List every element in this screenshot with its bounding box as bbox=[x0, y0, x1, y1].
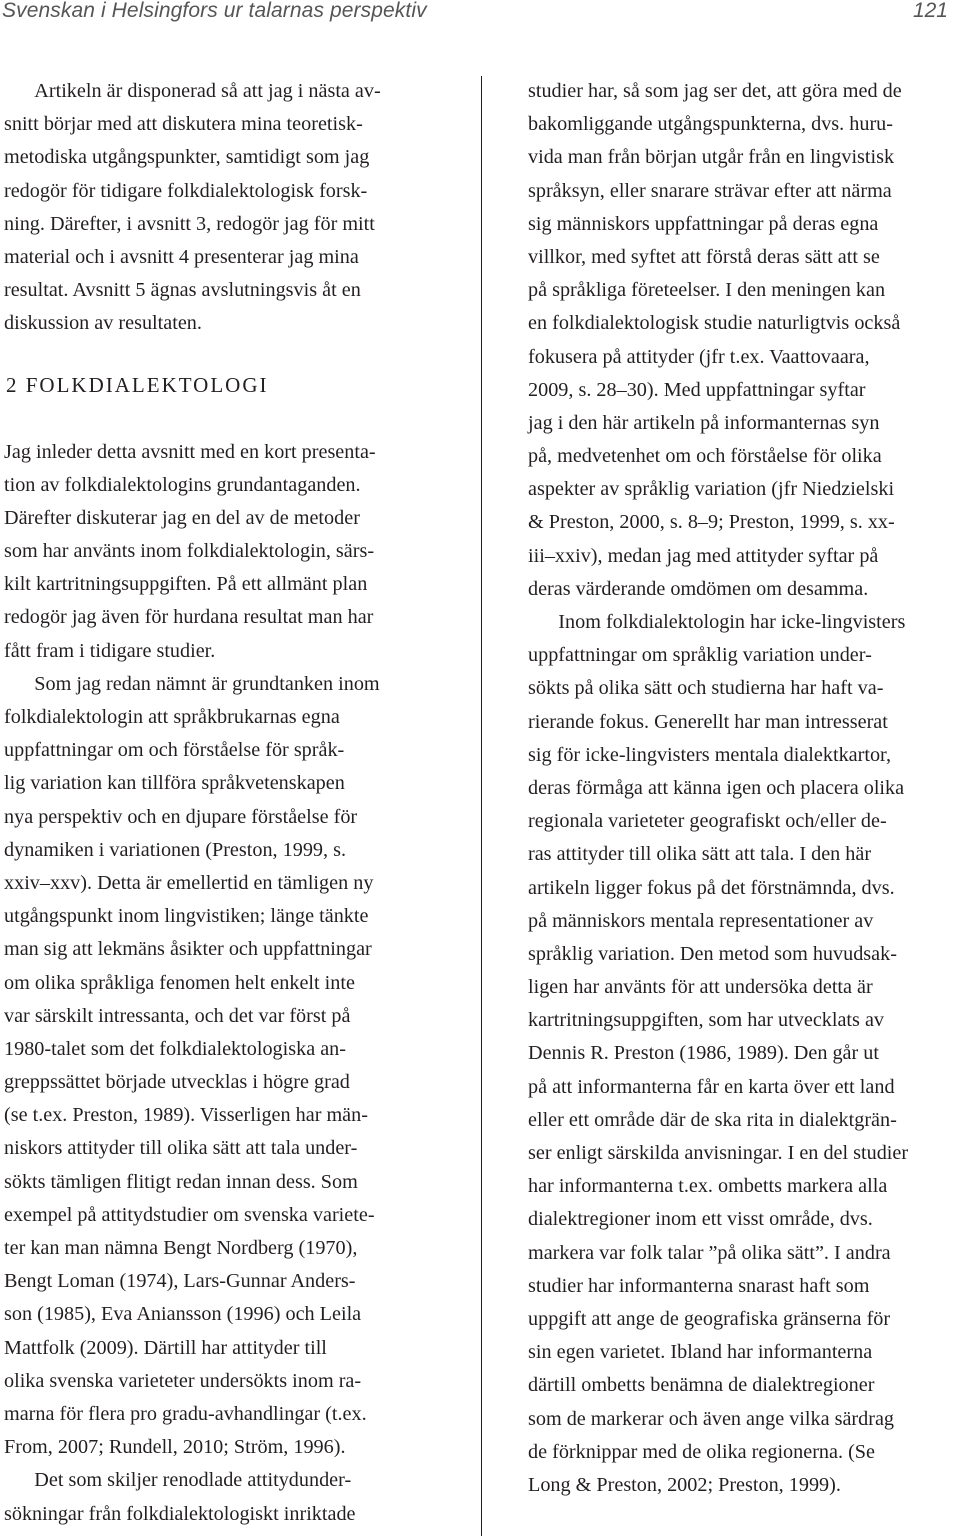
text-line: studier har informanterna snarast haft som bbox=[528, 1274, 870, 1297]
text-line: Bengt Loman (1974), Lars-Gunnar Anders- bbox=[4, 1270, 356, 1293]
text-line: markera var folk talar ”på olika sätt”. I andra bbox=[528, 1241, 891, 1264]
text-line: greppssättet började utvecklas i högre grad bbox=[4, 1071, 350, 1094]
text-line: uppfattningar om språklig variation under- bbox=[528, 644, 872, 667]
text-line: From, 2007; Rundell, 2010; Ström, 1996). bbox=[4, 1436, 346, 1459]
text-line: xxiv–xxv). Detta är emellertid en tämligen ny bbox=[4, 871, 374, 894]
text-line: dynamiken i variationen (Preston, 1999, s. bbox=[4, 838, 347, 861]
text-line: iii–xxiv), medan jag med attityder syftar på bbox=[528, 544, 879, 567]
text-line: niskors attityder till olika sätt att tala under- bbox=[4, 1137, 358, 1160]
text-line: eller ett område där de ska rita in dialektgrän- bbox=[528, 1108, 897, 1131]
text-line: som har använts inom folkdialektologin, särs- bbox=[4, 540, 375, 563]
text-line: kartritningsuppgiften, som har utvecklats av bbox=[528, 1009, 885, 1032]
text-line: ser enligt särskilda anvisningar. I en del studier bbox=[528, 1142, 909, 1164]
text-line: metodiska utgångspunkter, samtidigt som jag bbox=[4, 146, 370, 169]
right-body bbox=[528, 75, 956, 1502]
text-line: resultat. Avsnitt 5 ägnas avslutningsvis åt en bbox=[4, 279, 361, 302]
text-line: fått fram i tidigare studier. bbox=[4, 639, 216, 662]
text-line: fokusera på attityder (jfr t.ex. Vaattovaara, bbox=[528, 345, 870, 368]
text-line: kilt kartritningsuppgiften. På ett allmänt plan bbox=[4, 573, 368, 596]
text-line: uppgift att ange de geografiska gränserna för bbox=[528, 1307, 891, 1330]
text-line: Därefter diskuterar jag en del av de metoder bbox=[4, 506, 360, 529]
text-line: son (1985), Eva Aniansson (1996) och Leila bbox=[4, 1303, 362, 1326]
text-line: marna för flera pro gradu-avhandlingar (t.ex. bbox=[4, 1402, 367, 1425]
text-line: ning. Därefter, i avsnitt 3, redogör jag för mitt bbox=[4, 212, 375, 235]
text-line: bakomliggande utgångspunkterna, dvs. huru- bbox=[528, 113, 893, 136]
text-line: material och i avsnitt 4 presenterar jag mina bbox=[4, 245, 359, 268]
text-line: Mattfolk (2009). Därtill har attityder till bbox=[4, 1336, 327, 1359]
text-line: redogör för tidigare folkdialektologisk forsk- bbox=[4, 179, 368, 202]
text-line: sökts tämligen flitigt redan innan dess. Som bbox=[4, 1170, 358, 1193]
text-line: Som jag redan nämnt är grundtanken inom bbox=[4, 672, 380, 695]
text-line: redogör jag även för hurdana resultat man har bbox=[4, 606, 374, 629]
text-line: sökts på olika sätt och studierna har haft va- bbox=[528, 677, 884, 700]
text-line: lig variation kan tillföra språkvetenskapen bbox=[4, 772, 345, 795]
text-line: regionala varieteter geografiskt och/eller de- bbox=[528, 810, 887, 833]
intro-paragraph bbox=[4, 75, 436, 341]
text-line: som de markerar och även ange vilka särdrag bbox=[528, 1407, 895, 1430]
left-column bbox=[4, 75, 436, 1531]
text-line: diskussion av resultaten. bbox=[4, 312, 202, 335]
text-line: folkdialektologin att språkbrukarnas egna bbox=[4, 706, 340, 728]
text-line: ter kan man nämna Bengt Nordberg (1970), bbox=[4, 1237, 358, 1259]
text-line: exempel på attitydstudier om svenska variete- bbox=[4, 1203, 375, 1226]
text-line: jag i den här artikeln på informanternas syn bbox=[528, 411, 880, 434]
text-line: uppfattningar om och förståelse för språk- bbox=[4, 739, 345, 762]
text-line: vida man från början utgår från en lingvistisk bbox=[528, 146, 895, 169]
text-line: sökningar från folkdialektologiskt inriktade bbox=[4, 1502, 356, 1525]
text-line: ligen har använts för att undersöka detta är bbox=[528, 976, 873, 999]
column-divider bbox=[481, 76, 482, 1536]
section-body bbox=[4, 436, 436, 1531]
text-line: på, medvetenhet om och förståelse för olika bbox=[528, 445, 882, 468]
heading-spacer bbox=[4, 341, 436, 369]
text-line: aspekter av språklig variation (jfr Niedzielski bbox=[528, 478, 895, 501]
text-line: var särskilt intressanta, och det var först på bbox=[4, 1004, 351, 1027]
text-line: de förknippar med de olika regionerna. (Se bbox=[528, 1440, 875, 1463]
text-line: Dennis R. Preston (1986, 1989). Den går ut bbox=[528, 1042, 879, 1065]
text-line: studier har, så som jag ser det, att göra med de bbox=[528, 80, 902, 102]
text-line: ras attityder till olika sätt att tala. I den här bbox=[528, 843, 872, 866]
text-line: sin egen varietet. Ibland har informanterna bbox=[528, 1341, 873, 1364]
text-line: utgångspunkt inom lingvistiken; länge tänkte bbox=[4, 905, 369, 928]
text-line: snitt börjar med att diskutera mina teoretisk- bbox=[4, 113, 363, 136]
text-line: tion av folkdialektologins grundantaganden. bbox=[4, 473, 361, 496]
text-line: på att informanterna får en karta över ett land bbox=[528, 1075, 895, 1098]
text-line: Jag inleder detta avsnitt med en kort presenta- bbox=[4, 440, 376, 463]
text-line: deras värderande omdömen om desamma. bbox=[528, 577, 869, 600]
text-line: därtill ombetts benämna de dialektregioner bbox=[528, 1374, 875, 1397]
text-line: sig människors uppfattningar på deras egna bbox=[528, 212, 879, 235]
text-line: 1980-talet som det folkdialektologiska an- bbox=[4, 1037, 346, 1060]
text-line: sig för icke-lingvisters mentala dialektkartor, bbox=[528, 743, 892, 766]
section-heading: 2 FOLKDIALEKTOLOGI bbox=[6, 372, 269, 397]
text-line: har informanterna t.ex. ombetts markera alla bbox=[528, 1175, 888, 1198]
text-line: 2009, s. 28–30). Med uppfattningar syftar bbox=[528, 378, 866, 401]
text-line: Long & Preston, 2002; Preston, 1999). bbox=[528, 1473, 841, 1496]
running-title: Svenskan i Helsingfors ur talarnas perspektiv bbox=[2, 0, 427, 22]
text-line: Det som skiljer renodlade attitydunder- bbox=[4, 1469, 352, 1492]
text-line: på språkliga företeelser. I den meningen kan bbox=[528, 279, 886, 302]
text-line: Artikeln är disponerad så att jag i nästa av- bbox=[4, 80, 381, 102]
text-line: dialektregioner inom ett visst område, dvs. bbox=[528, 1208, 873, 1231]
text-line: villkor, med syftet att förstå deras sätt att se bbox=[528, 245, 880, 268]
text-line: artikeln ligger fokus på det förstnämnda, dvs. bbox=[528, 876, 895, 899]
right-column bbox=[528, 75, 956, 1502]
text-line: (se t.ex. Preston, 1989). Visserligen har män- bbox=[4, 1104, 368, 1127]
heading-spacer bbox=[4, 402, 436, 436]
text-line: språksyn, eller snarare strävar efter att närma bbox=[528, 179, 892, 202]
text-line: deras förmåga att känna igen och placera olika bbox=[528, 776, 905, 799]
text-line: man sig att lekmäns åsikter och uppfattningar bbox=[4, 938, 372, 961]
text-line: & Preston, 2000, s. 8–9; Preston, 1999, s. xx- bbox=[528, 511, 895, 534]
text-line: språklig variation. Den metod som huvudsak- bbox=[528, 942, 897, 965]
running-head bbox=[0, 0, 960, 30]
text-line: på människors mentala representationer av bbox=[528, 909, 874, 932]
text-line: nya perspektiv och en djupare förståelse för bbox=[4, 805, 358, 828]
text-line: en folkdialektologisk studie naturligtvis också bbox=[528, 312, 901, 335]
text-line: olika svenska varieteter undersökts inom ra- bbox=[4, 1369, 362, 1392]
text-line: Inom folkdialektologin har icke-lingvisters bbox=[528, 611, 906, 633]
page-number: 121 bbox=[912, 0, 948, 22]
text-line: rierande fokus. Generellt har man intresserat bbox=[528, 710, 888, 733]
text-line: om olika språkliga fenomen helt enkelt inte bbox=[4, 971, 355, 994]
